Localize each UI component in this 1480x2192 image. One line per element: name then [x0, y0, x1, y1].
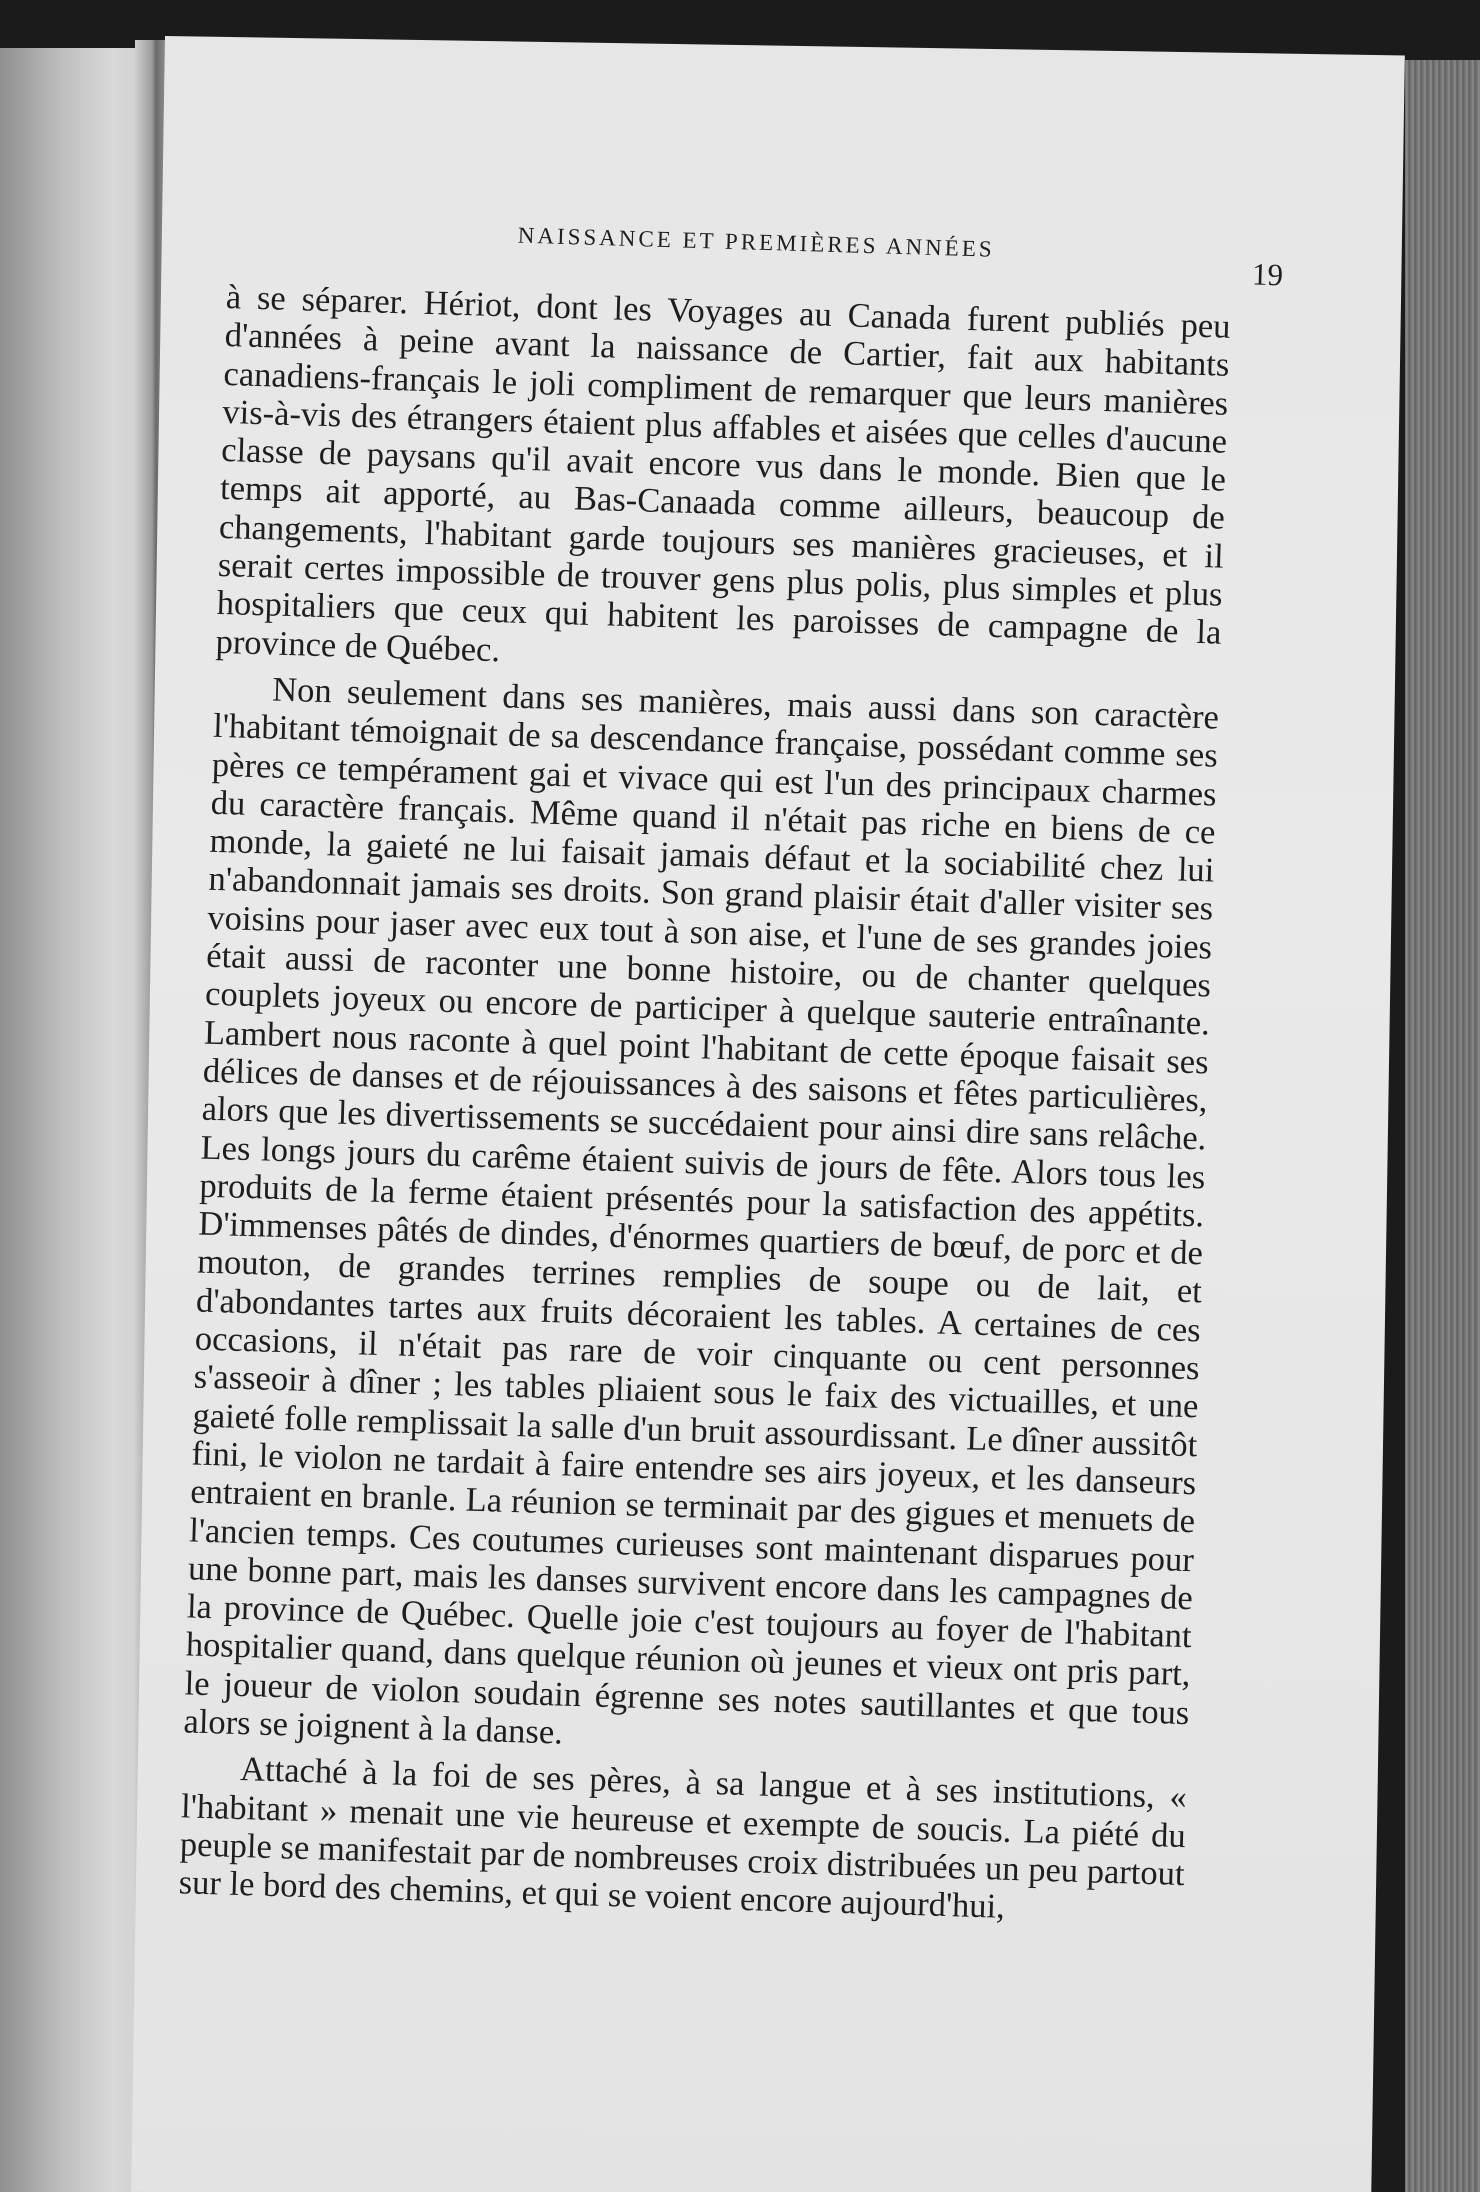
page-number: 19 — [1251, 256, 1284, 293]
paragraph-1: à se séparer. Hériot, dont les Voyages au Canada furent publiés peu d'années à peine avant la naissance de Cartier, fait aux habitants canadiens-français le joli compliment de remarquer que leurs manières vis-à-vis des étrangers étaient plus affables et aisées que celles d'aucune classe de paysans qu'il avait encore vus dans le monde. Bien que le temps ait apporté, au Bas-Canaada comme ailleurs, beaucoup de changements, l'habitant garde toujours ses manières gracieuses, et il serait certes impossible de trouver gens plus polis, plus simples et plus hospitaliers que ceux qui habitent les paroisses de campagne de la province de Québec. — [215, 277, 1232, 669]
page-stack-edges — [1405, 60, 1480, 2192]
body-text — [178, 278, 1231, 1940]
paragraph-3: Attaché à la foi de ses pères, à sa langue et à ses institutions, « l'habitant » menait une vie heureuse et exempte de soucis. La piété du peuple se manifestait par de nombreuses croix distribuées un peu partout sur le bord des chemins, et qui se voient encore aujourd'hui, — [178, 1750, 1188, 1926]
running-head: NAISSANCE ET PREMIÈRES ANNÉES — [517, 222, 996, 262]
paragraph-2: Non seulement dans ses manières, mais aussi dans son caractère l'habitant témoignait de sa descendance française, possédant comme ses pères ce tempérament gai et vivace qui est l'un des principaux charmes du caractère français. Même quand il n'était pas riche en biens de ce monde, la gaieté ne lui faisait jamais défaut et la sociabilité chez lui n'abandonnait jamais ses droits. Son grand plaisir était d'aller visiter ses voisins pour jaser avec eux tout à son aise, et l'une de ses grandes joies était aussi de raconter une bonne histoire, ou de chanter quelques couplets joyeux ou encore de participer à quelque sauterie entraînante. Lambert nous raconte à quel point l'habitant de cette époque faisait ses délices de danses et de réjouissances à des saisons et fêtes particulières, alors que les divertissements se succédaient pour ainsi dire sans relâche. Les longs jours du carême étaient suivis de jours de fête. Alors tous les produits de la ferme étaient présentés pour la satisfaction des appétits. D'immenses pâtés de dindes, d'énormes quartiers de bœuf, de porc et de mouton, de grandes terrines remplies de soupe ou de lait, et d'abondantes tartes aux fruits décoraient les tables. A certaines de ces occasions, il n'était pas rare de voir cinquante ou cent personnes s'asseoir à dîner ; les tables pliaient sous le faix des victuailles, et une gaieté folle remplissait la salle d'un bruit assourdissant. Le dîner aussitôt fini, le violon ne tardait à faire entendre ses airs joyeux, et les danseurs entraient en branle. La réunion se terminait par des gigues et menuets de l'ancien temps. Ces coutumes curieuses sont maintenant disparues pour une bonne part, mais les danses survivent encore dans les campagnes de la province de Québec. Quelle joie c'est toujours au foyer de l'habitant hospitalier quand, dans quelque réunion où jeunes et vieux ont pris part, le joueur de violon soudain égrenne ses notes sautillantes et que tous alors se joignent à la danse. — [183, 670, 1220, 1752]
left-page-edge — [0, 48, 150, 2192]
